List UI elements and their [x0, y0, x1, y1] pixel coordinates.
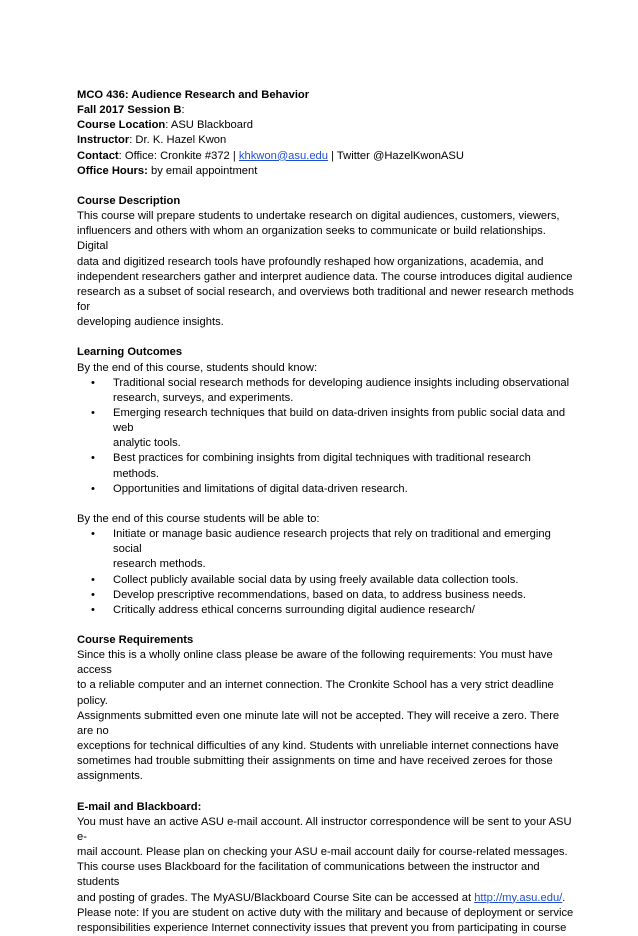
- bullet-icon: •: [91, 406, 95, 419]
- paragraph-line: Since this is a wholly online class please be aware of the following requirements: You must have access: [77, 649, 553, 677]
- list-item: • Emerging research techniques that build on data-driven insights from public social data and web analytic tools.: [91, 406, 566, 450]
- office-hours-label: Office Hours:: [77, 164, 148, 177]
- list-item: • Critically address ethical concerns surrounding digital audience research/: [77, 603, 575, 618]
- bullet-icon: •: [91, 482, 95, 495]
- paragraph-line: You must have an active ASU e-mail account. All instructor correspondence will be sent to your ASU e-: [77, 815, 572, 843]
- location-label: Course Location: [77, 119, 166, 132]
- bullet-icon: •: [91, 376, 95, 389]
- bullet-icon: •: [91, 528, 95, 541]
- paragraph-line: mail account. Please plan on checking your ASU e-mail account daily for course-related messages.: [77, 846, 568, 859]
- contact-line: Contact: Office: Cronkite #372 | khkwon@asu.edu | Twitter @HazelKwonASU: [77, 149, 464, 162]
- list-item: • Best practices for combining insights from digital techniques with traditional research methods.: [91, 452, 531, 480]
- paragraph-line: exceptions for technical difficulties of any kind. Students with unreliable internet connections have: [77, 740, 559, 753]
- paragraph-line: developing audience insights.: [77, 316, 224, 329]
- course-requirements: [77, 633, 575, 785]
- contact-email-link[interactable]: khkwon@asu.edu: [238, 149, 328, 162]
- paragraph-line: sometimes had trouble submitting their assignments on time and have received zeroes for those: [77, 755, 553, 768]
- paragraph-line: independent researchers gather and interpret audience data. The course introduces digital audience: [77, 270, 573, 283]
- location-line: [77, 118, 575, 133]
- learning-outcomes: [77, 345, 575, 618]
- bullet-icon: •: [91, 603, 95, 616]
- list-item: • Traditional social research methods for developing audience insights including observational research, surveys, and experiments.: [91, 376, 570, 404]
- list-item: • Develop prescriptive recommendations, based on data, to address business needs.: [77, 588, 575, 603]
- location-value: : ASU Blackboard: [165, 119, 253, 132]
- paragraph-line: This course uses Blackboard for the facilitation of communications between the instructor and students: [77, 861, 540, 889]
- paragraph-line: and posting of grades. The MyASU/Blackboard Course Site can be accessed at http://my.asu.edu/.: [77, 891, 566, 904]
- paragraph-line: Assignments submitted even one minute late will not be accepted. They will receive a zero. There are no: [77, 709, 560, 737]
- section-heading: Course Requirements: [77, 634, 194, 646]
- paragraph-line: Please note: If you are student on active duty with the military and because of deployment or service: [77, 906, 574, 919]
- bullet-icon: •: [91, 573, 95, 586]
- outcomes-intro-know: By the end of this course, students should know:: [77, 361, 318, 374]
- able-list: [77, 527, 575, 618]
- bullet-icon: •: [91, 452, 95, 465]
- instructor-line: [77, 133, 575, 148]
- paragraph-line: research as a subset of social research, and overviews both traditional and newer research methods for: [77, 285, 574, 314]
- contact-label: Contact: [77, 149, 119, 162]
- term: Fall 2017 Session B: [77, 104, 182, 117]
- section-heading: Learning Outcomes: [77, 346, 183, 359]
- course-title: MCO 436: Audience Research and Behavior: [77, 89, 310, 101]
- paragraph-line: to a reliable computer and an internet connection. The Cronkite School has a very strict deadline policy.: [77, 679, 554, 707]
- paragraph-line: assignments.: [77, 770, 143, 783]
- email-and-blackboard: [77, 800, 575, 936]
- outcomes-intro-able: By the end of this course students will be able to:: [77, 512, 320, 525]
- list-item: • Collect publicly available social data by using freely available data collection tools.: [77, 573, 575, 588]
- section-heading: Course Description: [77, 194, 181, 207]
- course-header: [77, 88, 575, 179]
- list-item: • Opportunities and limitations of digital data-driven research.: [77, 482, 575, 497]
- paragraph-line: This course will prepare students to undertake research on digital audiences, customers, viewers,: [77, 210, 560, 223]
- list-item: • Initiate or manage basic audience research projects that rely on traditional and emerging social research methods.: [91, 528, 551, 571]
- office-hours-value: by email appointment: [147, 164, 258, 177]
- paragraph-line: data and digitized research tools have profoundly reshaped how organizations, academia, and: [77, 255, 544, 268]
- office-hours-line: [77, 164, 575, 179]
- term-line: Fall 2017 Session B:: [77, 104, 185, 117]
- instructor-label: Instructor: [77, 134, 130, 147]
- myasu-link[interactable]: http://my.asu.edu/: [474, 891, 563, 904]
- instructor-value: : Dr. K. Hazel Kwon: [129, 134, 227, 147]
- section-heading: E-mail and Blackboard:: [77, 800, 202, 813]
- course-description: [77, 194, 575, 330]
- bullet-icon: •: [91, 588, 95, 601]
- know-list: [77, 376, 575, 497]
- syllabus-page: [77, 88, 575, 936]
- paragraph-line: influencers and others with whom an organization seeks to communicate or build relationships. Digital: [77, 225, 546, 253]
- paragraph-line: responsibilities experience Internet connectivity issues that prevent you from participating in course: [77, 921, 567, 934]
